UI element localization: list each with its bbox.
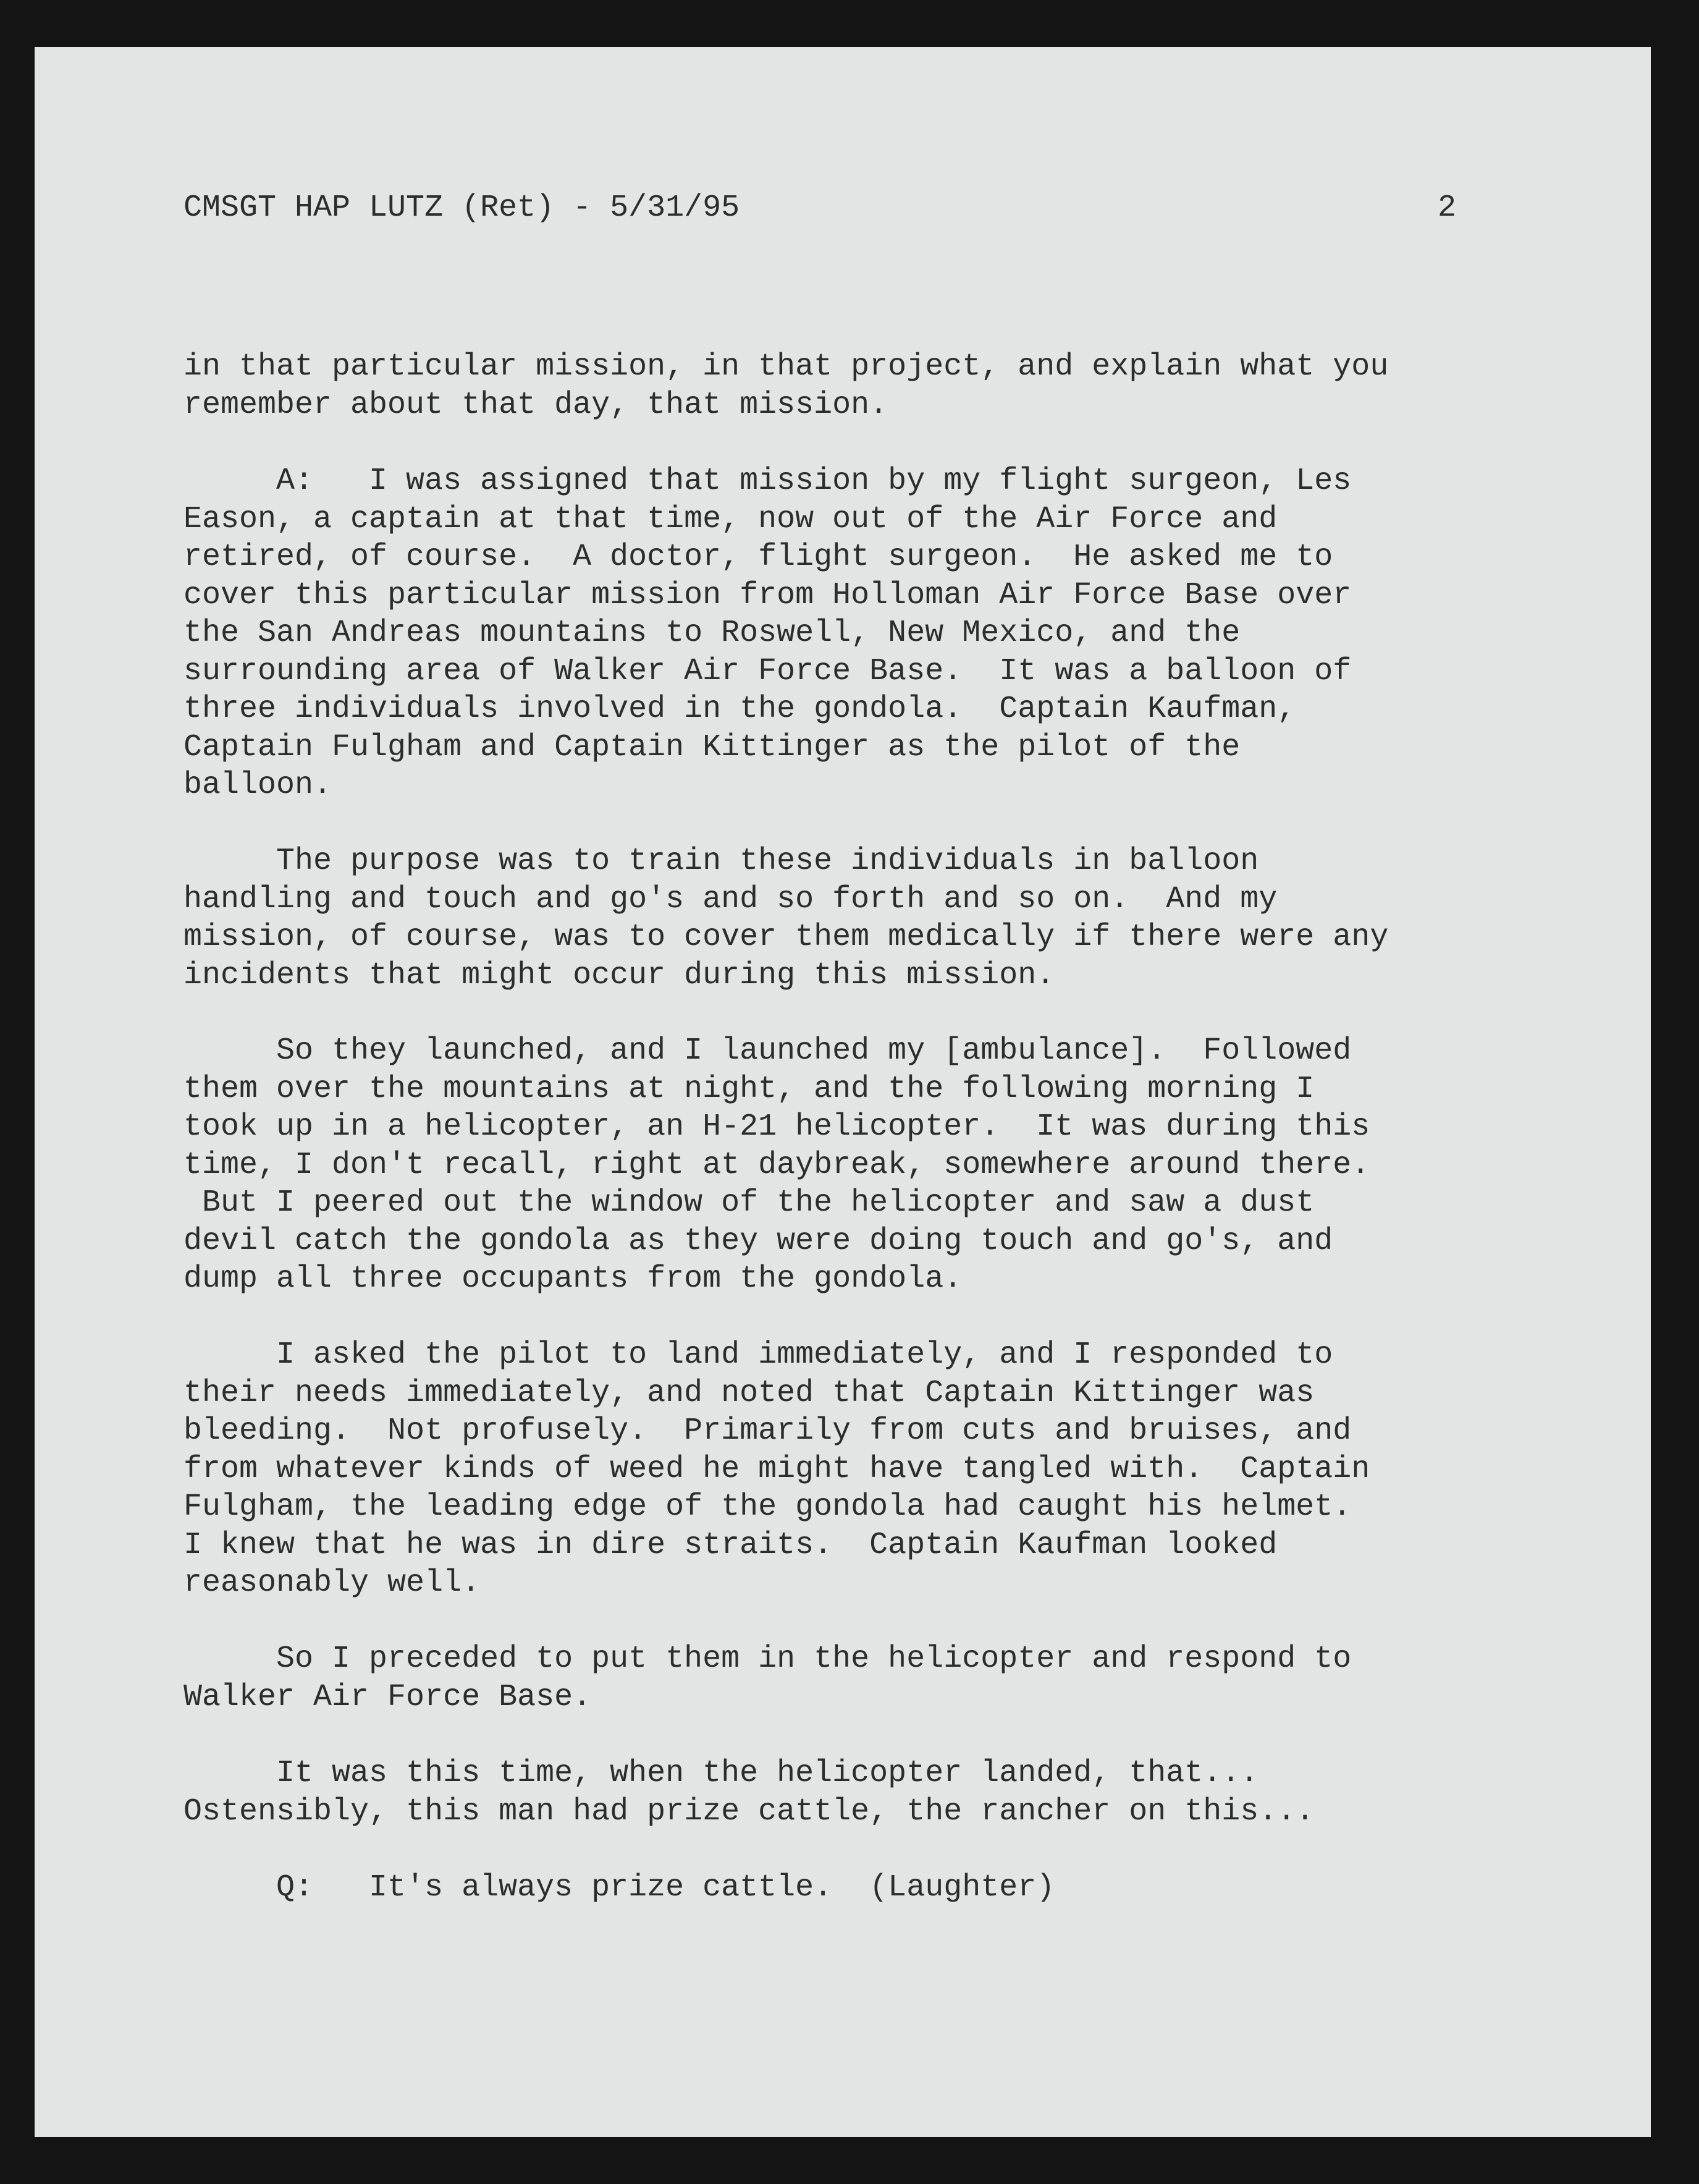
header-title: CMSGT HAP LUTZ (Ret) - 5/31/95: [183, 190, 740, 226]
paragraph-intro: in that particular mission, in that project, and explain what you remember about that day, that mission.: [183, 349, 1389, 423]
page-number: 2: [1437, 190, 1456, 226]
paragraph-helicopter: So I preceded to put them in the helicopter and respond to Walker Air Force Base.: [183, 1641, 1352, 1715]
paragraph-question: Q: It's always prize cattle. (Laughter): [183, 1870, 1055, 1905]
paragraph-landing: I asked the pilot to land immediately, and I responded to their needs immediately, and noted that Captain Kittinger was bleeding. Not profusely. Primarily from cuts and bruises, and from whatever kinds of weed he might have tangled with. Captain Fulgham, the leading edge of the gondola had caught his helmet. I knew that he was in dire straits. Captain Kaufman looked reasonably well.: [183, 1337, 1370, 1601]
paragraph-launch: So they launched, and I launched my [ambulance]. Followed them over the mountains at night, and the following morning I took up in a helicopter, an H-21 helicopter. It was during this time, I don't recall, right at daybreak, somewhere around there. But I peered out the window of the helicopter and saw a dust devil catch the gondola as they were doing touch and go's, and dump all three occupants from the gondola.: [183, 1033, 1370, 1297]
paragraph-rancher: It was this time, when the helicopter landed, that... Ostensibly, this man had prize cattle, the rancher on this...: [183, 1756, 1315, 1829]
paragraph-purpose: The purpose was to train these individuals in balloon handling and touch and go's and so forth and so on. And my mission, of course, was to cover them medically if there were any incidents that might occur during this mission.: [183, 844, 1389, 993]
paragraph-answer-assignment: A: I was assigned that mission by my flight surgeon, Les Eason, a captain at that time, now out of the Air Force and retired, of course. A doctor, flight surgeon. He asked me to cover this particular mission from Holloman Air Force Base over the San Andreas mountains to Roswell, New Mexico, and the surrounding area of Walker Air Force Base. It was a balloon of three individuals involved in the gondola. Captain Kaufman, Captain Fulgham and Captain Kittinger as the pilot of the balloon.: [183, 463, 1352, 803]
